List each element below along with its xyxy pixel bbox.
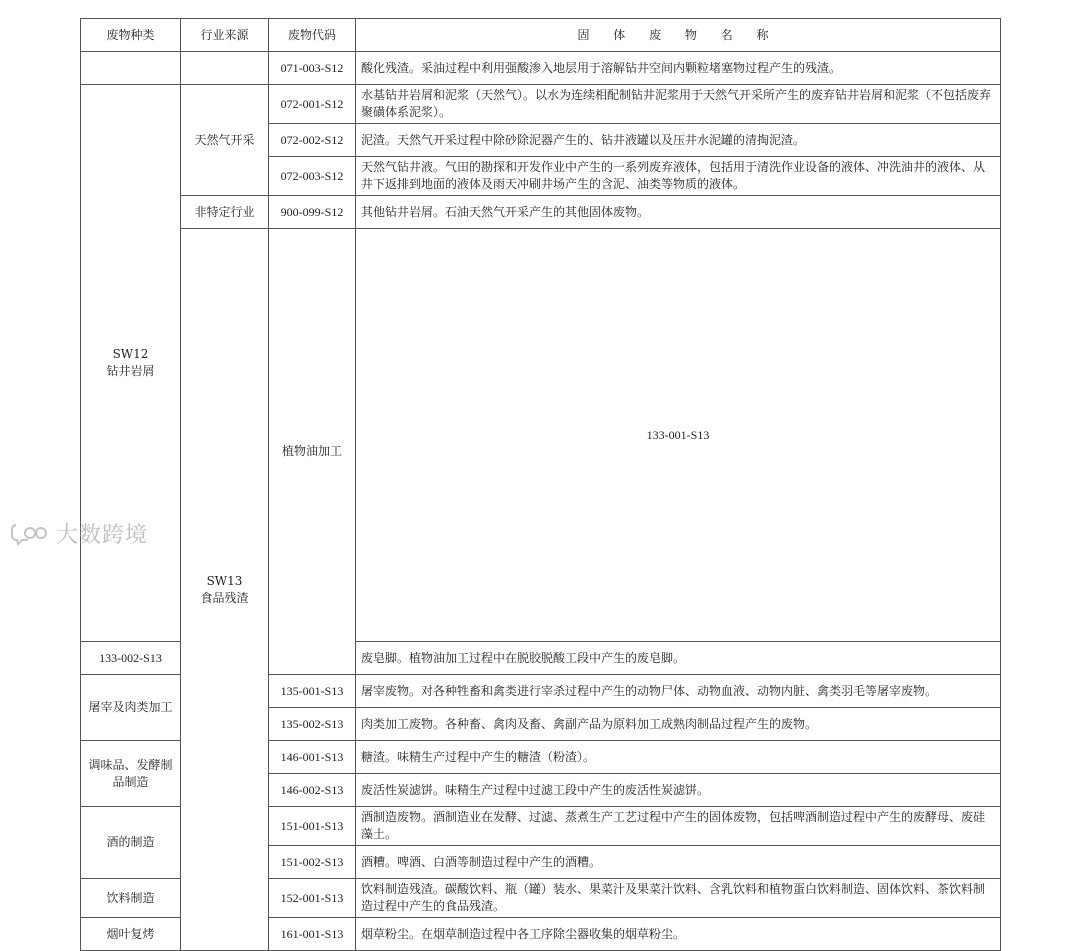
waste-code: 900-099-S12	[269, 196, 356, 229]
waste-code: 151-002-S13	[269, 846, 356, 879]
table-header-row	[81, 19, 1001, 52]
waste-description: 酸化残渣。采油过程中利用强酸渗入地层用于溶解钻井空间内颗粒堵塞物过程产生的残渣。	[356, 52, 1001, 85]
waste-description: 其他钻井岩屑。石油天然气开采产生的其他固体废物。	[356, 196, 1001, 229]
category-label: 钻井岩屑	[106, 364, 155, 378]
header-industry: 行业来源	[181, 19, 269, 52]
industry-cell-vegetable-oil: 植物油加工	[269, 229, 356, 675]
waste-description: 肉类加工废物。各种畜、禽肉及畜、禽副产品为原料加工成熟肉制品过程产生的废物。	[356, 708, 1001, 741]
table-row	[81, 85, 1001, 124]
waste-code: 135-002-S13	[269, 708, 356, 741]
waste-code: 146-001-S13	[269, 741, 356, 774]
category-label: 食品残渣	[200, 590, 249, 605]
waste-code: 133-002-S13	[81, 642, 181, 675]
waste-description: 糖渣。味精生产过程中产生的糖渣（粉渣）。	[356, 741, 1001, 774]
waste-description: 废活性炭滤饼。味精生产过程中过滤工段中产生的废活性炭滤饼。	[356, 774, 1001, 807]
category-code: SW12	[112, 347, 149, 361]
waste-code: 072-003-S12	[269, 157, 356, 196]
industry-cell-slaughter: 屠宰及肉类加工	[81, 675, 181, 741]
table-row	[81, 52, 1001, 85]
watermark	[10, 518, 148, 549]
industry-cell-beverage: 饮料制造	[81, 879, 181, 918]
waste-description: 酒制造废物。酒制造业在发酵、过滤、蒸煮生产工艺过程中产生的固体废物，包括啤酒制造过程中产生的废酵母、废硅藻土。	[356, 807, 1001, 846]
category-code: SW13	[206, 573, 243, 588]
waste-code: 133-001-S13	[356, 229, 1001, 642]
waste-description: 酒糟。啤酒、白酒等制造过程中产生的酒糟。	[356, 846, 1001, 879]
waste-code: 151-001-S13	[269, 807, 356, 846]
waste-code: 071-003-S12	[269, 52, 356, 85]
waste-code: 135-001-S13	[269, 675, 356, 708]
header-name: 固 体 废 物 名 称	[356, 19, 1001, 52]
waste-code: 152-001-S13	[269, 879, 356, 918]
waste-description: 烟草粉尘。在烟草制造过程中各工序除尘器收集的烟草粉尘。	[356, 918, 1001, 951]
header-category: 废物种类	[81, 19, 181, 52]
category-cell-sw12	[81, 85, 181, 642]
header-code: 废物代码	[269, 19, 356, 52]
industry-cell-wine: 酒的制造	[81, 807, 181, 879]
watermark-text: 大数跨境	[56, 523, 149, 548]
industry-cell-natural-gas: 天然气开采	[181, 85, 269, 196]
waste-table	[80, 18, 1001, 951]
industry-cell-tobacco: 烟叶复烤	[81, 918, 181, 951]
waste-code: 072-001-S12	[269, 85, 356, 124]
chat-bubbles-logo-icon	[10, 521, 50, 547]
waste-description: 屠宰废物。对各种牲畜和禽类进行宰杀过程中产生的动物尸体、动物血液、动物内脏、禽类羽毛等屠宰废物。	[356, 675, 1001, 708]
waste-code: 146-002-S13	[269, 774, 356, 807]
category-cell-sw13	[181, 229, 269, 951]
waste-code: 072-002-S12	[269, 124, 356, 157]
category-cell-empty	[81, 52, 181, 85]
industry-cell-seasoning: 调味品、发酵制品制造	[81, 741, 181, 807]
waste-description: 废皂脚。植物油加工过程中在脱胶脱酸工段中产生的废皂脚。	[356, 642, 1001, 675]
waste-description: 泥渣。天然气开采过程中除砂除泥器产生的、钻井液罐以及压井水泥罐的清掏泥渣。	[356, 124, 1001, 157]
table-row	[81, 229, 1001, 642]
industry-cell-non-specific: 非特定行业	[181, 196, 269, 229]
table-row	[81, 196, 1001, 229]
industry-cell-empty	[181, 52, 269, 85]
waste-code: 161-001-S13	[269, 918, 356, 951]
waste-description: 饮料制造残渣。碳酸饮料、瓶（罐）装水、果菜汁及果菜汁饮料、含乳饮料和植物蛋白饮料制造、固体饮料、茶饮料制造过程中产生的食品残渣。	[356, 879, 1001, 918]
waste-description: 水基钻井岩屑和泥浆（天然气）。以水为连续相配制钻井泥浆用于天然气开采所产生的废弃钻井岩屑和泥浆（不包括废弃聚磺体系泥浆）。	[356, 85, 1001, 124]
waste-description: 天然气钻井液。气田的勘探和开发作业中产生的一系列废弃液体，包括用于清洗作业设备的液体、冲洗油井的液体、从井下返排到地面的液体及雨天冲刷井场产生的含泥、油类等物质的液体。	[356, 157, 1001, 196]
